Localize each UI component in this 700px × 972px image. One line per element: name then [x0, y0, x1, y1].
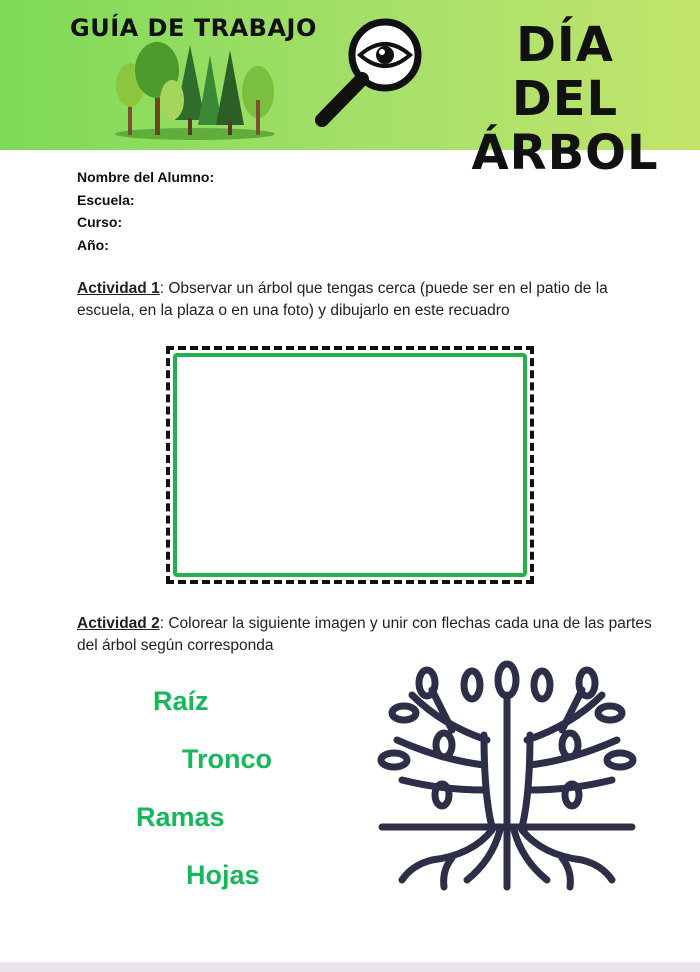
activity-1-text: Observar un árbol que tengas cerca (puede ser en el patio de la escuela, en la plaza o en una foto) y dibujarlo en este recuadro [77, 280, 608, 319]
activity-1-colon: : [159, 280, 165, 297]
tree-outline-icon [372, 655, 642, 895]
activity-2-label: Actividad 2 [77, 615, 160, 632]
school-label: Escuela: [77, 191, 135, 208]
tree-part-leaves: Hojas [186, 860, 260, 890]
drawing-box[interactable] [166, 346, 534, 584]
forest-illustration [110, 40, 285, 140]
drawing-box-inner-frame [173, 353, 527, 577]
course-label: Curso: [77, 214, 123, 230]
activity-2-text: Colorear la siguiente imagen y unir con flechas cada una de las partes del árbol según corresponda [77, 615, 652, 654]
activity-2-colon: : [159, 615, 165, 632]
student-name-label: Nombre del Alumno: [77, 169, 215, 185]
worksheet-title [460, 18, 670, 180]
tree-part-trunk: Tronco [182, 744, 273, 774]
student-fields [77, 166, 214, 256]
activity-1-label: Actividad 1 [77, 280, 160, 297]
title-line-2: ÁRBOL [471, 125, 659, 181]
tree-part-branches: Ramas [136, 802, 225, 832]
year-label: Año: [77, 236, 109, 253]
activity-2 [77, 613, 667, 657]
magnifier-eye-icon [310, 15, 435, 135]
title-line-1: DÍA DEL [511, 17, 619, 127]
activity-1 [77, 278, 667, 322]
worksheet-subtitle: GUÍA DE TRABAJO [70, 14, 317, 42]
page-bottom-strip [0, 962, 700, 972]
tree-part-root: Raíz [153, 686, 209, 716]
